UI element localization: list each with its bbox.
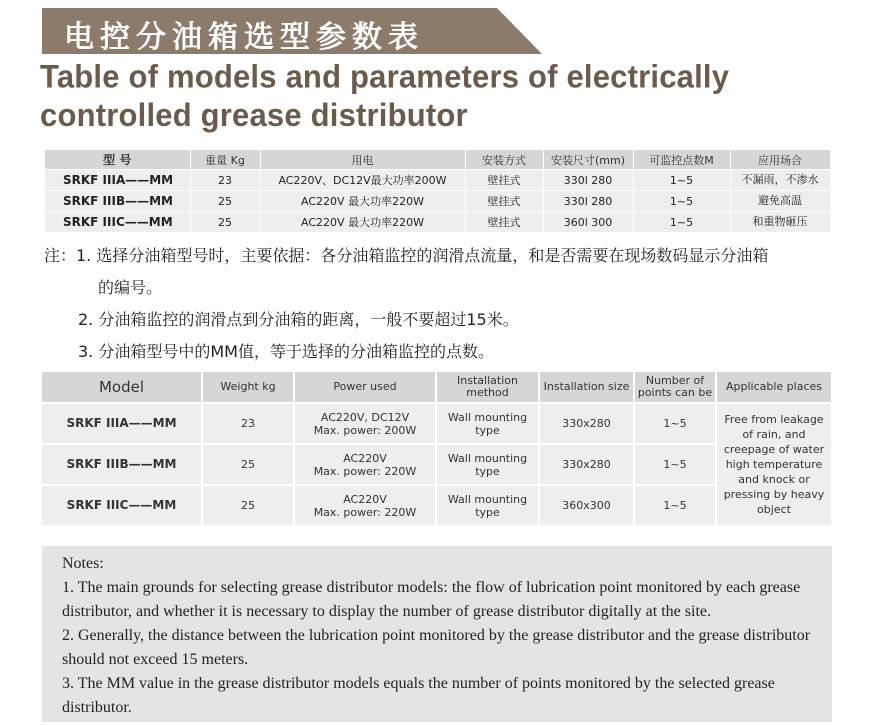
table-header-row xyxy=(42,372,832,403)
cell-model: SRKF IIIA——MM xyxy=(42,403,202,444)
cn-parameter-table xyxy=(45,150,831,232)
cell-power: AC220V、DC12V最大功率200W xyxy=(260,170,465,191)
header-mount: Installation method xyxy=(436,372,539,403)
header-weight: Weight kg xyxy=(202,372,294,403)
cell-model: SRKF IIIC——MM xyxy=(42,485,202,525)
header-places: Applicable places xyxy=(716,372,832,403)
cn-note-1: 注：1. 选择分油箱型号时，主要依据：各分油箱监控的润滑点流量，和是否需要在现场数码显示分油箱 xyxy=(44,246,769,265)
cell-place: 和重物砸压 xyxy=(730,212,830,233)
en-note-2: 2. Generally, the distance between the lubrication point monitored by the grease distributor and the grease distributor should not exceed 15 meters. xyxy=(62,627,811,668)
cell-weight: 25 xyxy=(202,485,294,525)
header-mount: 安装方式 xyxy=(465,150,543,170)
cell-points: 1~5 xyxy=(633,191,730,212)
en-note-1: 1. The main grounds for selecting grease distributor models: the flow of lubrication point monitored by each grease distributor, and whether it is necessary to display the number of grease distributor digitally at the site. xyxy=(62,579,801,620)
cell-mount: 壁挂式 xyxy=(465,170,543,191)
en-note-3: 3. The MM value in the grease distributor models equals the number of points monitored by the selected grease distributor. xyxy=(62,675,775,716)
cn-note-2: 2. 分油箱监控的润滑点到分油箱的距离，一般不要超过15米。 xyxy=(78,310,519,329)
header-weight: 重量 Kg xyxy=(190,150,260,170)
cell-power: AC220V, DC12V Max. power: 200W xyxy=(294,403,436,444)
cn-notes xyxy=(44,240,768,368)
cell-weight: 25 xyxy=(190,191,260,212)
table-row xyxy=(45,191,830,212)
cell-model: SRKF IIIB——MM xyxy=(42,444,202,485)
header-size: Installation size xyxy=(539,372,634,403)
cell-power: AC220V Max. power: 220W xyxy=(294,485,436,525)
cell-mount: Wall mounting type xyxy=(436,403,539,444)
table-header-row xyxy=(45,150,830,170)
cell-power: AC220V 最大功率220W xyxy=(260,191,465,212)
cell-weight: 23 xyxy=(202,403,294,444)
cell-points: 1~5 xyxy=(633,212,730,233)
header-model: 型 号 xyxy=(45,150,190,170)
cell-power: AC220V 最大功率220W xyxy=(260,212,465,233)
title-banner xyxy=(42,8,542,54)
cell-weight: 23 xyxy=(190,170,260,191)
cell-size: 360l 300 xyxy=(543,212,633,233)
cell-points: 1~5 xyxy=(634,485,716,525)
cn-note-1-cont: 的编号。 xyxy=(98,278,163,297)
cell-weight: 25 xyxy=(190,212,260,233)
table-row xyxy=(45,212,830,233)
page-title: Table of models and parameters of electrically controlled grease distributor xyxy=(40,58,730,134)
cell-size: 330x280 xyxy=(539,444,634,485)
header-size: 安装尺寸(mm) xyxy=(543,150,633,170)
notes-heading: Notes: xyxy=(62,555,104,572)
header-points: 可监控点数M xyxy=(633,150,730,170)
cell-model: SRKF IIIB——MM xyxy=(45,191,190,212)
cell-mount: 壁挂式 xyxy=(465,212,543,233)
table-row xyxy=(45,170,830,191)
header-places: 应用场合 xyxy=(730,150,830,170)
header-model: Model xyxy=(42,372,202,403)
cell-weight: 25 xyxy=(202,444,294,485)
cell-size: 330l 280 xyxy=(543,191,633,212)
cell-place: Free from leakage of rain, and creepage of water high temperature and knock or pressing by heavy object xyxy=(716,403,832,525)
cell-size: 360x300 xyxy=(539,485,634,525)
cell-place: 不漏雨，不渗水 xyxy=(730,170,830,191)
cell-mount: 壁挂式 xyxy=(465,191,543,212)
cell-size: 330x280 xyxy=(539,403,634,444)
table-row xyxy=(42,444,832,485)
header-points: Number of points can be xyxy=(634,372,716,403)
cell-mount: Wall mounting type xyxy=(436,444,539,485)
cell-power: AC220V Max. power: 220W xyxy=(294,444,436,485)
cell-model: SRKF IIIC——MM xyxy=(45,212,190,233)
cn-note-3: 3. 分油箱型号中的MM值，等于选择的分油箱监控的点数。 xyxy=(78,342,494,361)
table-row xyxy=(42,485,832,525)
cell-points: 1~5 xyxy=(634,444,716,485)
banner-title: 电控分油箱选型参数表 xyxy=(64,20,424,55)
cell-model: SRKF IIIA——MM xyxy=(45,170,190,191)
cell-place: 避免高温 xyxy=(730,191,830,212)
cell-points: 1~5 xyxy=(634,403,716,444)
cell-size: 330l 280 xyxy=(543,170,633,191)
cell-points: 1~5 xyxy=(633,170,730,191)
header-power: 用电 xyxy=(260,150,465,170)
header-power: Power used xyxy=(294,372,436,403)
table-row xyxy=(42,403,832,444)
cell-mount: Wall mounting type xyxy=(436,485,539,525)
en-parameter-table xyxy=(42,372,833,525)
en-notes-box xyxy=(42,546,832,722)
